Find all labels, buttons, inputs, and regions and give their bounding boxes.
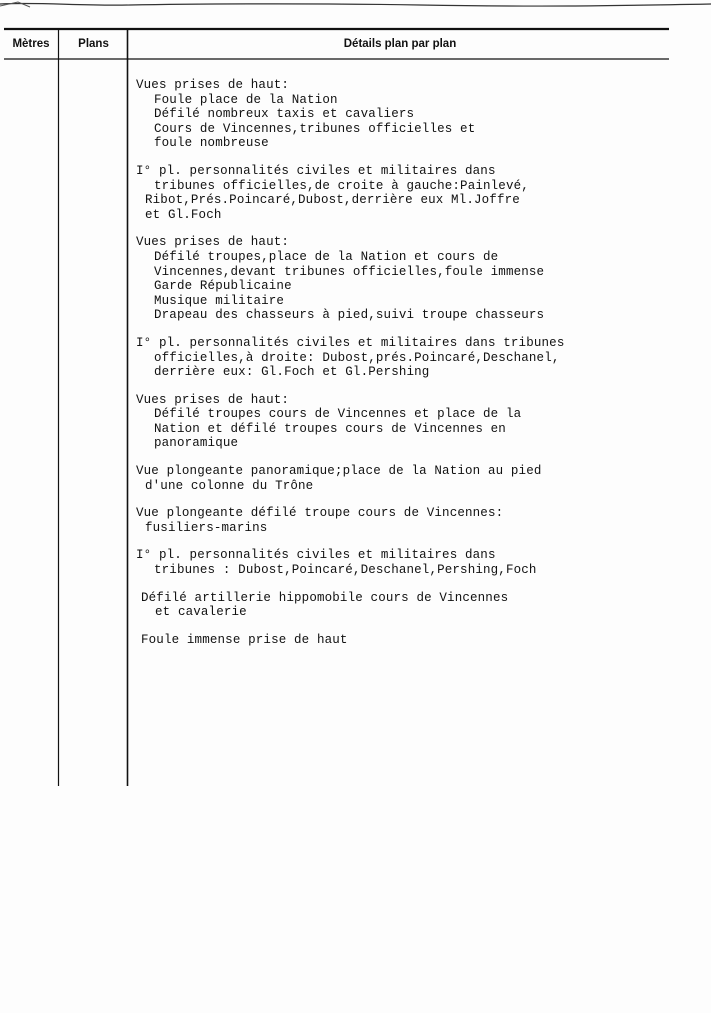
entry-line: Garde Républicaine	[154, 279, 292, 294]
entry-line: Drapeau des chasseurs à pied,suivi troupe chasseurs	[154, 308, 545, 323]
entry-line: Foule place de la Nation	[154, 92, 338, 107]
entry-line: panoramique	[154, 436, 239, 451]
entry-heading: Vues prises de haut:	[136, 78, 290, 92]
entry-line: tribunes : Dubost,Poincaré,Deschanel,Pershing,Foch	[154, 563, 537, 578]
entry-heading: Vues prises de haut:	[136, 235, 290, 250]
entry-line: Défilé troupes cours de Vincennes et place de la	[154, 407, 522, 422]
entry-line: et cavalerie	[155, 605, 247, 620]
shot-entry-6	[136, 464, 636, 493]
entry-line: Ribot,Prés.Poincaré,Dubost,derrière eux Ml.Joffre	[145, 193, 520, 208]
entry-line: fusiliers-marins	[145, 520, 268, 535]
entry-heading: Défilé artillerie hippomobile cours de Vincennes	[141, 590, 509, 605]
entry-line: Nation et défilé troupes cours de Vincennes en	[154, 421, 506, 436]
entry-heading: Vue plongeante défilé troupe cours de Vincennes:	[136, 506, 504, 521]
entry-heading: Foule immense prise de haut	[141, 632, 348, 647]
entry-heading: I° pl. personnalités civiles et militaires dans tribunes	[136, 335, 565, 350]
entry-line: Musique militaire	[154, 293, 285, 308]
entry-line: d'une colonne du Trône	[145, 478, 314, 493]
entry-line: foule nombreuse	[154, 136, 269, 151]
entry-heading: I° pl. personnalités civiles et militaires dans	[136, 163, 496, 178]
header-plans: Plans	[78, 38, 109, 50]
shot-entry-2	[136, 164, 636, 222]
header-details: Détails plan par plan	[343, 38, 457, 50]
shot-entry-9	[136, 591, 636, 620]
shot-entry-4	[136, 336, 636, 380]
entry-line: Cours de Vincennes,tribunes officielles et	[154, 121, 476, 136]
entry-heading: Vue plongeante panoramique;place de la Nation au pied	[136, 464, 542, 479]
entry-heading: I° pl. personnalités civiles et militaires dans	[136, 548, 496, 563]
entry-line: et Gl.Foch	[145, 207, 222, 222]
entry-line: Défilé nombreux taxis et cavaliers	[154, 107, 415, 122]
header-metres: Mètres	[12, 38, 50, 50]
entry-line: derrière eux: Gl.Foch et Gl.Pershing	[154, 365, 430, 380]
details-column	[136, 78, 636, 660]
shot-entry-8	[136, 548, 636, 577]
entry-line: tribunes officielles,de croite à gauche:Painlevé,	[154, 178, 529, 193]
shot-entry-1	[136, 78, 636, 151]
shot-entry-5	[136, 393, 636, 451]
shot-entry-3	[136, 235, 636, 323]
entry-line: Vincennes,devant tribunes officielles,foule immense	[154, 264, 545, 279]
entry-line: Défilé troupes,place de la Nation et cours de	[154, 249, 499, 264]
shot-entry-10	[136, 633, 636, 648]
shot-entry-7	[136, 506, 636, 535]
entry-line: officielles,à droite: Dubost,prés.Poincaré,Deschanel,	[154, 350, 560, 365]
entry-heading: Vues prises de haut:	[136, 392, 290, 407]
